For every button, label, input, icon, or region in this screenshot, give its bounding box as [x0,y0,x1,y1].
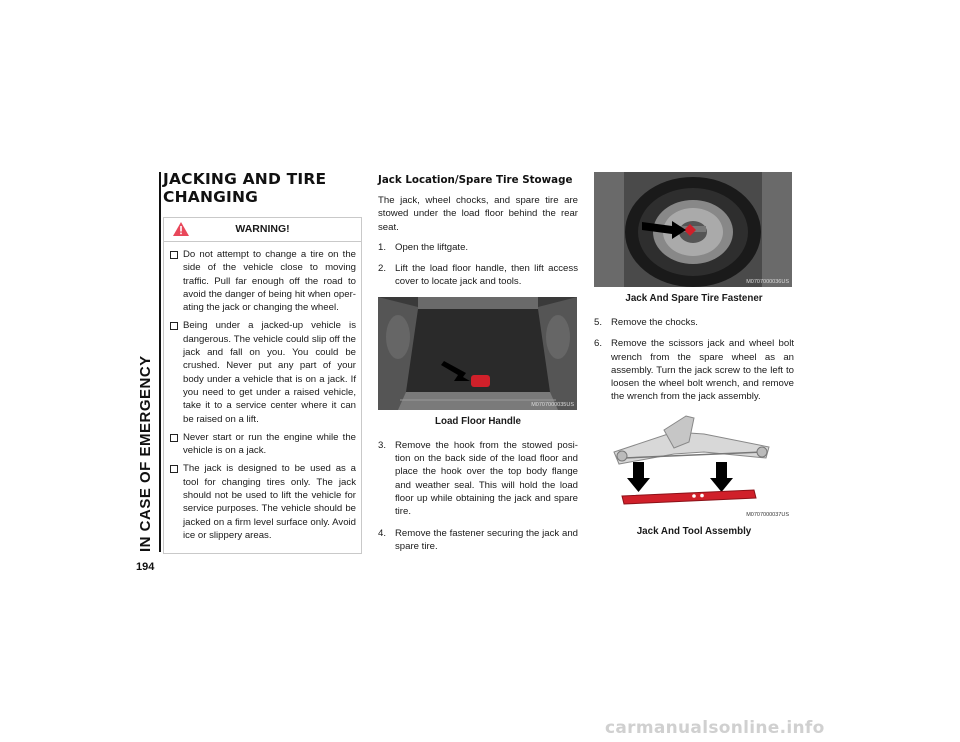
step-item: 3. Remove the hook from the stowed posi-tion on the back side of the load floor and place the hook over the top body flange and weather seal. This will hold the load floor up while obtaining the jack and spare tire. [378,439,578,518]
checkbox-bullet-icon [170,322,178,330]
warning-triangle-icon [172,221,190,237]
subsection-title: Jack Location/Spare Tire Stowage [378,174,573,186]
warning-box [163,217,362,554]
step-item: 2. Lift the load floor handle, then lift access cover to locate jack and tools. [378,263,578,288]
jack-assembly-illustration [594,412,792,520]
load-floor-figure [378,297,577,410]
warning-header [164,218,361,242]
spare-tire-illustration [594,172,792,287]
step-item: 5. Remove the chocks. [594,317,698,328]
chapter-side-tab-label: IN CASE OF EMERGENCY [137,355,154,552]
warning-item: The jack is designed to be used as a tool for changing tires only. The jack should not be used to lift the vehicle for service purposes. The vehicle should be jacked on a firm level surface only. Avoid ice or slippery areas. [170,462,356,542]
section-title-line2: CHANGING [163,188,259,206]
step-item: 1. Open the liftgate. [378,241,469,253]
step-item: 6. Remove the scissors jack and wheel bolt wrench from the spare wheel as an assembly. Turn the jack screw to the left to loosen the wheel bolt wrench, and remove the wrench from the jack assembly. [594,338,794,403]
warning-item: Being under a jacked-up vehicle is dangerous. The vehicle could slip off the jack and fall on you. You could be crushed. Never put any part of your body under a vehicle that is on a jack. If you need to get under a raised vehicle, take it to a service center where it can be raised on a lift. [170,319,356,425]
figure-code: M0707000036US [746,279,789,285]
jack-assembly-figure [594,412,792,520]
warning-item: Do not attempt to change a tire on the side of the vehicle close to moving traffic. Pull far enough off the road to avoid the danger of being hit when oper-ating the jack or changing the wheel. [170,248,356,314]
page-number: 194 [136,561,155,573]
column-middle [378,170,578,561]
checkbox-bullet-icon [170,251,178,259]
intro-paragraph: The jack, wheel chocks, and spare tire are stowed under the load floor behind the rear seat. [378,195,578,233]
warning-item: Never start or run the engine while the vehicle is on a jack. [170,431,356,458]
column-right [594,172,794,549]
spare-tire-figure [594,172,792,287]
column-left [163,170,363,554]
step-item: 4. Remove the fastener securing the jack and spare tire. [378,527,578,552]
warning-list [164,242,361,553]
section-title-line1: JACKING AND TIRE [163,170,327,188]
figure-code: M0707000035US [531,401,574,408]
chapter-side-tab [136,172,156,552]
figure-code: M0707000037US [746,511,789,518]
steps-list-a [378,241,578,289]
steps-list-c [594,316,794,404]
steps-list-b [378,439,578,553]
warning-title: WARNING! [235,223,290,235]
checkbox-bullet-icon [170,465,178,473]
section-title [163,170,363,206]
figure-caption: Jack And Tool Assembly [636,525,752,537]
figure-caption: Load Floor Handle [435,415,521,427]
load-floor-illustration [378,297,577,410]
checkbox-bullet-icon [170,434,178,442]
figure-caption: Jack And Spare Tire Fastener [625,293,763,304]
side-divider [159,172,161,552]
watermark: carmanualsonline.info [605,718,825,738]
